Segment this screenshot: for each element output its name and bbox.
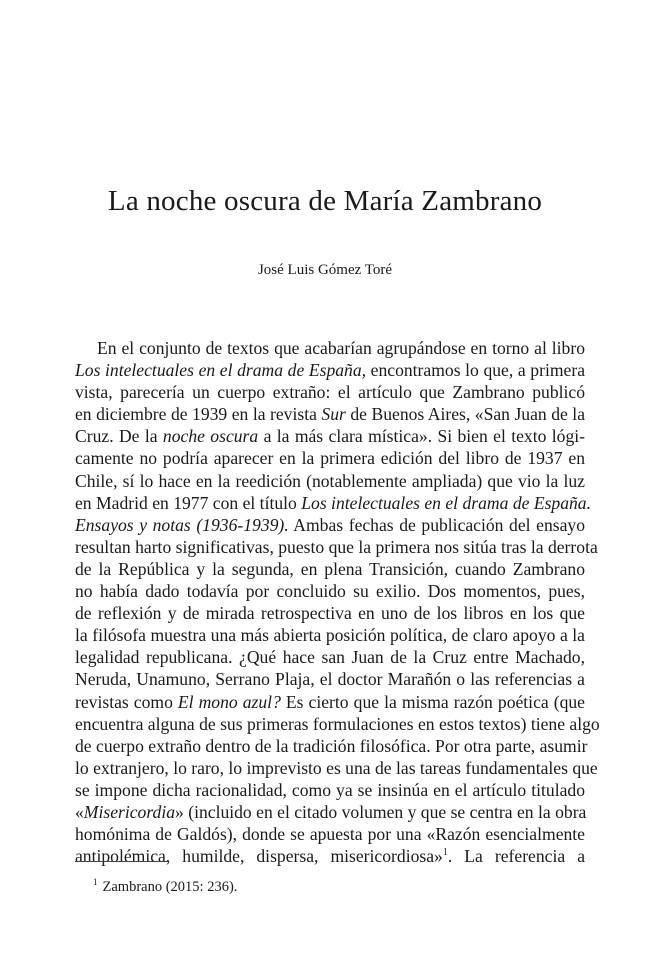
text-line — [75, 447, 585, 469]
text-line — [75, 558, 585, 580]
text-segment: legalidad republicana. ¿Qué hace san Juan de la Cruz entre Machado, — [75, 647, 585, 668]
text-segment: a la más clara mística». Si bien el texto lógi- — [258, 426, 585, 447]
text-line — [75, 425, 585, 447]
text-line — [75, 514, 585, 536]
text-line — [75, 492, 591, 514]
text-line — [75, 381, 585, 403]
text-line — [75, 470, 585, 492]
text-line — [75, 845, 585, 867]
text-line — [75, 823, 585, 845]
text-line — [75, 691, 585, 713]
footnote-reference: 1 — [442, 847, 448, 859]
text-segment: de cuerpo extraño dentro de la tradición filosófica. Por otra parte, asumir — [75, 735, 588, 756]
text-line — [75, 646, 585, 668]
footnote-divider — [75, 861, 169, 862]
text-segment: no había dado todavía por concluido su exilio. Dos momentos, pues, — [75, 581, 585, 602]
text-segment: la filósofa muestra una más abierta posición política, de claro apoyo a la — [75, 625, 585, 646]
italic-text: noche oscura — [162, 426, 259, 447]
text-line — [75, 668, 585, 690]
italic-text: Los intelectuales en el drama de España, — [75, 360, 367, 381]
text-segment: se impone dicha racionalidad, como ya se insinúa en el artículo titulado — [75, 779, 585, 800]
text-segment: Chile, sí lo hace en la reedición (notablemente ampliada) que vio la luz — [75, 470, 585, 491]
italic-text: Ensayos y notas (1936-1939). — [75, 514, 289, 535]
text-line — [75, 580, 585, 602]
text-segment: lo extranjero, lo raro, lo imprevisto es una de las tareas fundamentales que — [75, 757, 598, 778]
text-segment: resultan harto significativas, puesto que la primera nos sitúa tras la derrota — [75, 536, 598, 557]
text-segment: En el conjunto de textos que acabarían agrupándose en torno al libro — [97, 338, 585, 358]
text-line — [75, 713, 600, 735]
text-line — [75, 536, 598, 558]
text-line — [75, 624, 585, 646]
text-segment: vista, parecería un cuerpo extraño: el artículo que Zambrano publicó — [75, 382, 585, 403]
text-segment: » (incluido en el citado volumen y que se centra en la obra — [175, 801, 587, 822]
text-segment: Es cierto que la misma razón poética (que — [280, 691, 585, 712]
text-line — [75, 757, 598, 779]
italic-text: Los intelectuales en el drama de España. — [301, 492, 591, 513]
body-paragraph — [75, 337, 600, 867]
text-segment: revistas como — [75, 691, 178, 712]
text-segment: de la República y la segunda, en plena Transición, cuando Zambrano — [75, 558, 585, 579]
italic-text: Sur — [321, 404, 346, 425]
text-segment: en diciembre de 1939 en la revista — [75, 404, 322, 425]
text-line — [75, 359, 585, 381]
italic-text: El mono azul? — [177, 691, 281, 712]
text-segment: Neruda, Unamuno, Serrano Plaja, el doctor Marañón o las referencias a — [75, 669, 585, 690]
text-segment: de Buenos Aires, «San Juan de la — [345, 404, 586, 425]
author-name: José Luis Gómez Toré — [257, 262, 393, 278]
text-line — [75, 779, 585, 801]
text-segment: « — [75, 801, 84, 822]
text-segment: encontramos lo que, a primera — [366, 360, 585, 381]
text-segment: de reflexión y de mirada retrospectiva en uno de los libros en los que — [75, 603, 585, 624]
text-line — [75, 337, 585, 359]
text-segment: Ambas fechas de publicación del ensayo — [288, 514, 585, 535]
text-line — [75, 403, 585, 425]
page-title: La noche oscura de María Zambrano — [107, 185, 543, 217]
text-line — [75, 801, 585, 823]
text-line — [75, 602, 585, 624]
footnote-text: Zambrano (2015: 236). — [102, 879, 238, 895]
text-segment: antipolémica, humilde, dispersa, misericordiosa» — [75, 846, 443, 867]
footnote — [93, 878, 237, 896]
footnote-mark: 1 — [93, 877, 98, 888]
text-segment: en Madrid en 1977 con el título — [75, 492, 302, 513]
text-segment: encuentra alguna de sus primeras formulaciones en estos textos) tiene algo — [75, 713, 600, 734]
text-segment: Cruz. De la — [75, 426, 163, 447]
text-segment: . La referencia a — [447, 846, 585, 867]
text-segment: homónima de Galdós), donde se apuesta por una «Razón esencialmente — [75, 824, 585, 845]
text-segment: camente no podría aparecer en la primera edición del libro de 1937 en — [75, 448, 585, 469]
text-line — [75, 735, 588, 757]
italic-text: Misericordia — [83, 801, 176, 822]
